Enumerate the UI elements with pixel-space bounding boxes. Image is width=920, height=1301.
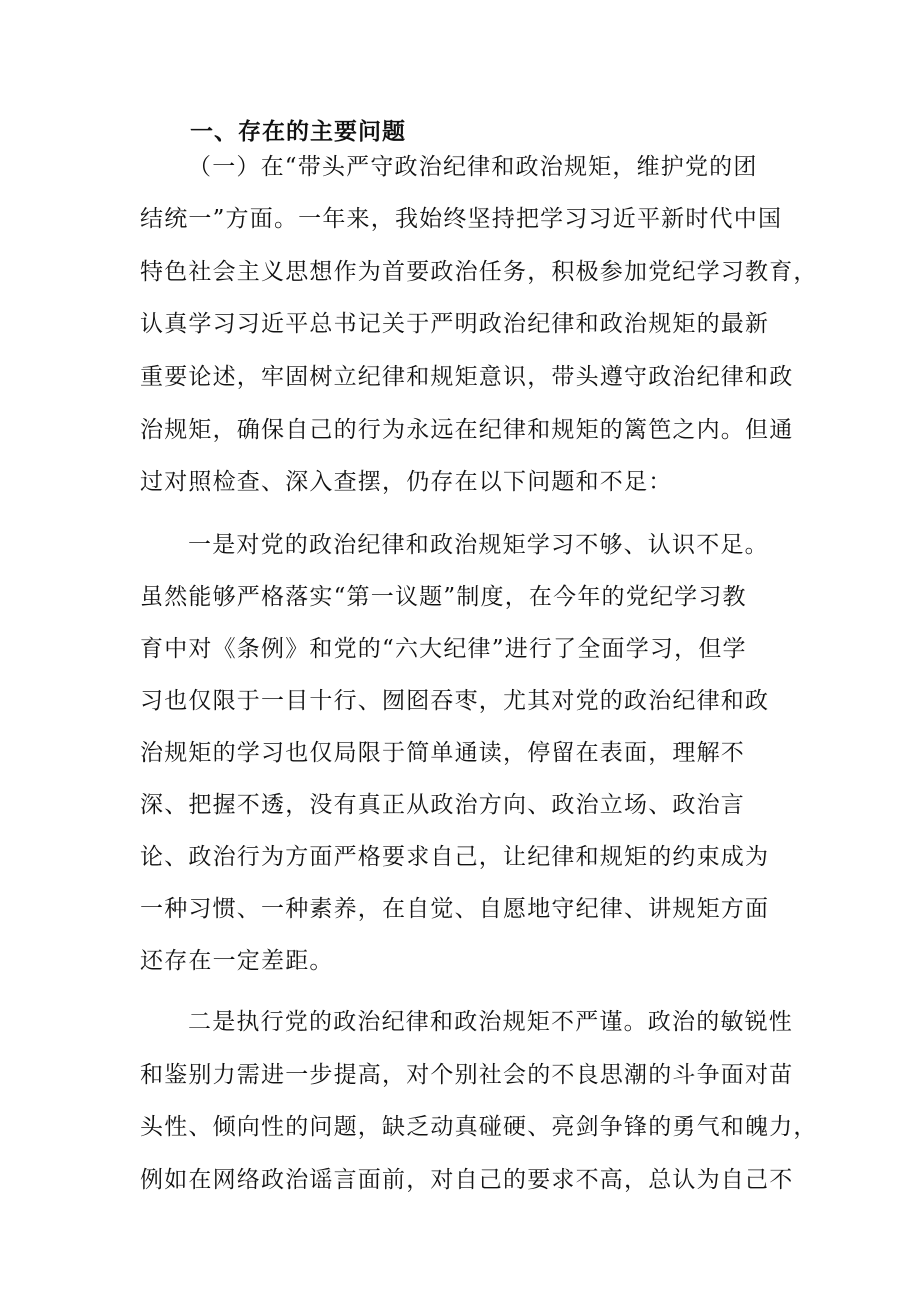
paragraph-1-line-5: 重要论述，牢固树立纪律和规矩意识，带头遵守政治纪律和政 [140, 364, 794, 390]
paragraph-2-line-2: 虽然能够严格落实“第一议题”制度，在今年的党纪学习教 [140, 584, 747, 610]
paragraph-2-line-7: 论、政治行为方面严格要求自己，让纪律和规矩的约束成为 [140, 844, 770, 870]
paragraph-1-line-7: 过对照检查、深入查摆，仍存在以下问题和不足： [140, 469, 673, 495]
paragraph-1-line-4: 认真学习习近平总书记关于严明政治纪律和政治规矩的最新 [140, 311, 770, 337]
section-heading: 一、存在的主要问题 [190, 118, 406, 145]
paragraph-3-line-1: 二是执行党的政治纪律和政治规矩不严谨。政治的敏锐性 [188, 1009, 793, 1035]
paragraph-1-line-6: 治规矩，确保自己的行为永远在纪律和规矩的篱笆之内。但通 [140, 417, 794, 443]
paragraph-2-line-5: 治规矩的学习也仅局限于简单通读，停留在表面，理解不 [140, 740, 745, 766]
paragraph-2-line-4: 习也仅限于一目十行、囫囵吞枣，尤其对党的政治纪律和政 [140, 688, 770, 714]
paragraph-1-line-2: 结统一”方面。一年来，我始终坚持把学习习近平新时代中国 [140, 206, 783, 232]
paragraph-2-line-6: 深、把握不透，没有真正从政治方向、政治立场、政治言 [140, 792, 745, 818]
paragraph-3-line-3: 头性、倾向性的问题，缺乏动真碰硬、亮剑争锋的勇气和魄力， [140, 1114, 818, 1140]
paragraph-3-line-2: 和鉴别力需进一步提高，对个别社会的不良思潮的斗争面对苗 [140, 1062, 794, 1088]
paragraph-2-line-1: 一是对党的政治纪律和政治规矩学习不够、认识不足。 [188, 532, 769, 558]
paragraph-2-line-3: 育中对《条例》和党的“六大纪律”进行了全面学习，但学 [140, 636, 747, 662]
paragraph-2-line-8: 一种习惯、一种素养，在自觉、自愿地守纪律、讲规矩方面 [140, 896, 770, 922]
paragraph-2-line-9: 还存在一定差距。 [140, 948, 334, 974]
paragraph-1-line-1: （一）在“带头严守政治纪律和政治规矩，维护党的团 [188, 154, 758, 180]
paragraph-1-line-3: 特色社会主义思想作为首要政治任务，积极参加党纪学习教育， [140, 259, 818, 285]
paragraph-3-line-4: 例如在网络政治谣言面前，对自己的要求不高，总认为自己不 [140, 1167, 794, 1193]
